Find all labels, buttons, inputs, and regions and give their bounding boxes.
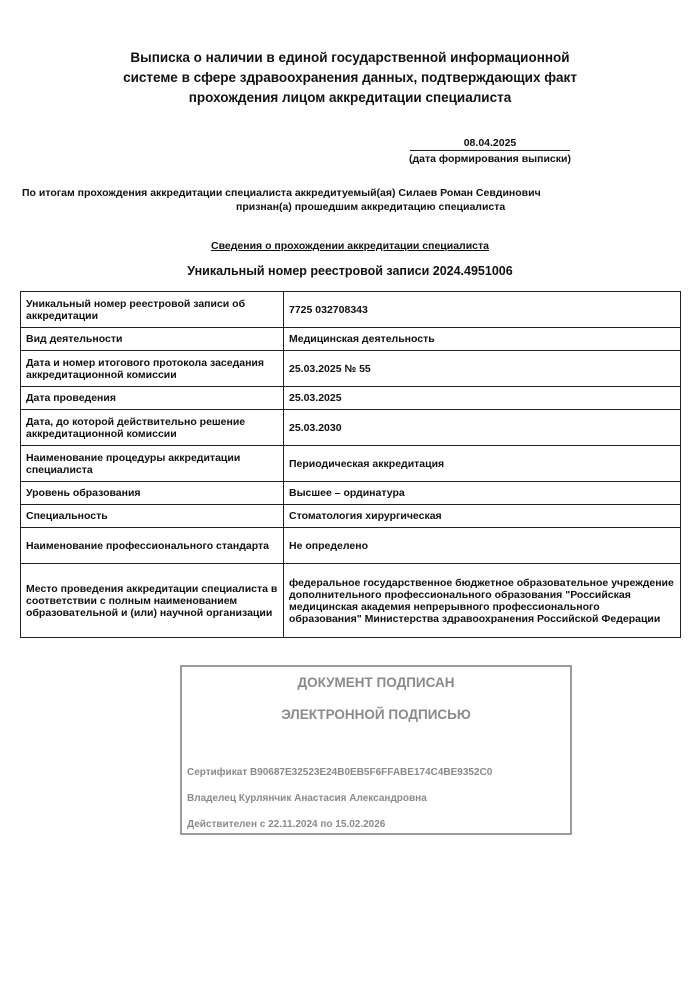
row-label: Уникальный номер реестровой записи об аккредитации bbox=[21, 292, 284, 328]
issue-date-caption: (дата формирования выписки) bbox=[409, 153, 571, 165]
table-row bbox=[21, 482, 681, 505]
issue-date: 08.04.2025 bbox=[410, 137, 570, 151]
table-row bbox=[21, 528, 681, 564]
document-title bbox=[90, 48, 610, 108]
row-value: 7725 032708343 bbox=[284, 292, 681, 328]
row-label: Вид деятельности bbox=[21, 328, 284, 351]
row-value: 25.03.2025 bbox=[284, 387, 681, 410]
table-row bbox=[21, 387, 681, 410]
table-row bbox=[21, 292, 681, 328]
table-row bbox=[21, 564, 681, 638]
row-value: федеральное государственное бюджетное образовательное учреждение дополнительного профессионального образования "Российская медицинская академия непрерывного профессионального образования" Министерства здравоохранения Российской Федерации bbox=[284, 564, 681, 638]
accreditation-result bbox=[18, 186, 683, 214]
issue-date-block bbox=[402, 137, 578, 165]
table-row bbox=[21, 446, 681, 482]
row-value: Не определено bbox=[284, 528, 681, 564]
row-label: Уровень образования bbox=[21, 482, 284, 505]
result-line-1: По итогам прохождения аккредитации специалиста аккредитуемый(ая) Силаев Роман Севдинович bbox=[22, 187, 541, 199]
row-label: Дата, до которой действительно решение аккредитационной комиссии bbox=[21, 410, 284, 446]
table-row bbox=[21, 351, 681, 387]
row-value: 25.03.2030 bbox=[284, 410, 681, 446]
stamp-heading-line-1: ДОКУМЕНТ ПОДПИСАН bbox=[297, 675, 455, 690]
stamp-owner: Владелец Курлянчик Анастасия Александровна bbox=[187, 793, 427, 804]
row-label: Наименование профессионального стандарта bbox=[21, 528, 284, 564]
table-row bbox=[21, 410, 681, 446]
table-row bbox=[21, 328, 681, 351]
row-label: Специальность bbox=[21, 505, 284, 528]
row-label: Дата и номер итогового протокола заседания аккредитационной комиссии bbox=[21, 351, 284, 387]
stamp-heading-line-2: ЭЛЕКТРОННОЙ ПОДПИСЬЮ bbox=[281, 707, 471, 722]
row-value: Периодическая аккредитация bbox=[284, 446, 681, 482]
row-label: Наименование процедуры аккредитации специалиста bbox=[21, 446, 284, 482]
accreditation-details-table bbox=[20, 291, 681, 638]
row-label: Дата проведения bbox=[21, 387, 284, 410]
result-line-2: признан(а) прошедшим аккредитацию специалиста bbox=[236, 201, 506, 213]
row-value: Стоматология хирургическая bbox=[284, 505, 681, 528]
title-line-1: Выписка о наличии в единой государственной информационной bbox=[130, 50, 570, 65]
row-label: Место проведения аккредитации специалиста в соответствии с полным наименованием образовательной и (или) научной организации bbox=[21, 564, 284, 638]
section-title: Сведения о прохождении аккредитации специалиста bbox=[211, 240, 489, 252]
title-line-3: прохождения лицом аккредитации специалиста bbox=[188, 90, 512, 105]
stamp-validity: Действителен с 22.11.2024 по 15.02.2026 bbox=[187, 819, 386, 830]
electronic-signature-stamp bbox=[180, 665, 572, 835]
registry-number: Уникальный номер реестровой записи 2024.4951006 bbox=[187, 264, 513, 278]
title-line-2: системе в сфере здравоохранения данных, подтверждающих факт bbox=[123, 70, 577, 85]
stamp-certificate: Сертификат B90687E32523E24B0EB5F6FFABE174C4BE9352C0 bbox=[187, 767, 493, 778]
table-row bbox=[21, 505, 681, 528]
row-value: Высшее – ординатура bbox=[284, 482, 681, 505]
row-value: Медицинская деятельность bbox=[284, 328, 681, 351]
row-value: 25.03.2025 № 55 bbox=[284, 351, 681, 387]
